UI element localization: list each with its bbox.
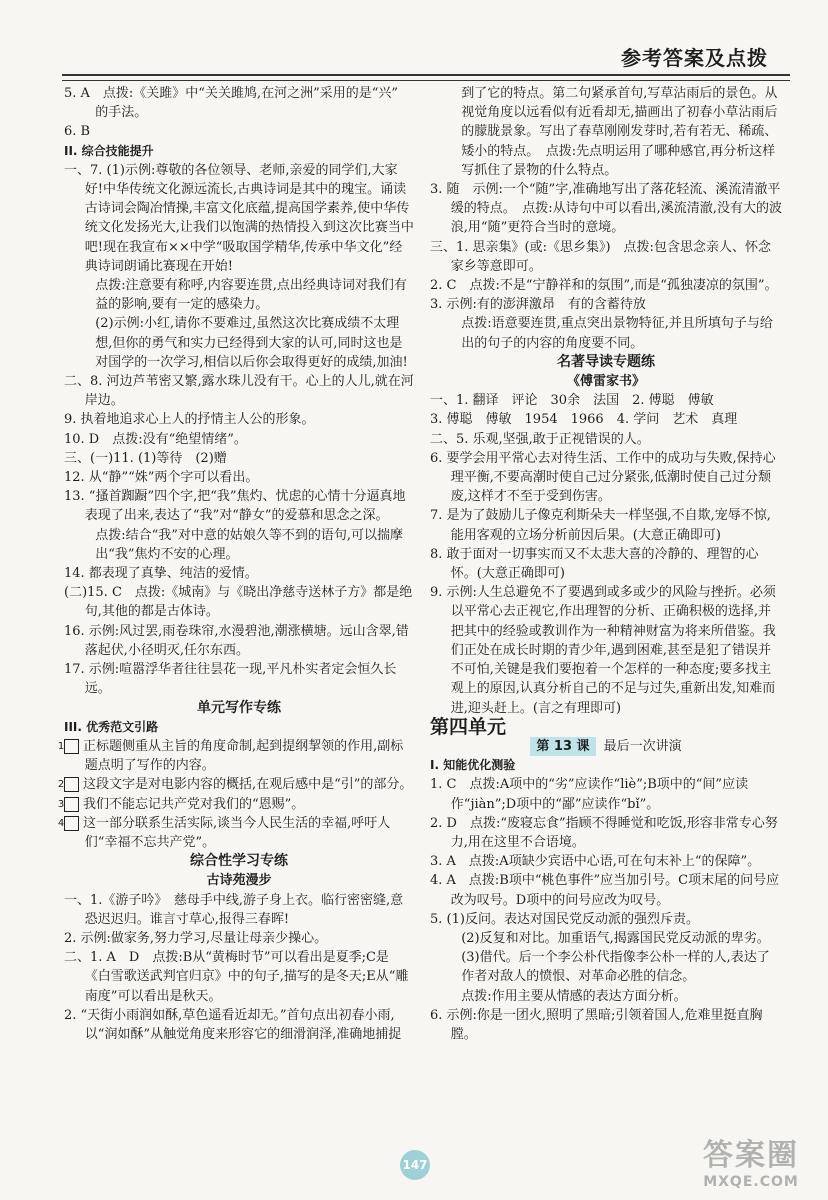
essay-note-2: 2 这段文字是对电影内容的概括,在观后感中是“引”的部分。: [57, 777, 413, 793]
answer-7-note: 点拨:注意要有称呼,内容要连贯,点出经典诗词对我们有益的影响,要有一定的感染力。: [95, 278, 407, 313]
book-answer-1-2: 一、1. 翻译 评论 30余 法国 2. 傅聪 傅敏: [430, 393, 714, 409]
watermark-brand: 答案圈: [703, 1138, 799, 1173]
book-answer-5: 二、5. 乐观,坚强,敢于正视错误的人。: [430, 431, 650, 447]
subtitle-book: 《傅雷家书》: [566, 374, 645, 390]
answer-5: 5. A 点拨:《关雎》中“关关雎鸠,在河之洲”采用的是“兴”: [64, 86, 399, 101]
book-answer-8: 8. 敢于面对一切事实而又不太悲大喜的冷静的、理智的心怀。(大意正确即可): [430, 546, 759, 582]
site-watermark: [686, 1130, 816, 1192]
lesson-number-badge: 第 13 课: [530, 737, 595, 756]
poetry-answer-2: 2. 示例:做家务,努力学习,尽量让母亲少操心。: [64, 930, 328, 946]
poetry-answer-part3-1: 三、1. 思亲集》(或:《思乡集》) 点拨:包含思念亲人、怀念家乡等意即可。: [430, 239, 771, 274]
boxed-number-2: 2: [64, 777, 79, 792]
page-header-title: 参考答案及点拨: [621, 46, 768, 70]
answer-16: 16. 示例:风过罢,雨卷珠帘,水漫碧池,潮涨横塘。远山含翠,错落起伏,小径明灭,任尔东西。: [64, 623, 409, 658]
answer-6: 6. B: [64, 124, 91, 140]
subtitle-poetry: 古诗苑漫步: [206, 873, 272, 889]
lesson-answer-2: 2. D 点拨:“废寝忘食”指顾不得睡觉和吃饭,形容非常专心努力,用在这里不合语境。: [430, 815, 778, 850]
section-heading-model-essay: III. 优秀范文引路: [64, 719, 159, 734]
lesson-answer-1: 1. C 点拨:A项中的“劣”应读作“liè”;B项中的“间”应读作“jiàn”;D项中的“鄙”应读作“bǐ”。: [430, 777, 749, 812]
page-number-badge: 147: [400, 1150, 430, 1180]
answer-7-1: 一、7. (1)示例:尊敬的各位领导、老师,亲爱的同学们,大家好!中华传统文化源远流长,古典诗词是其中的瑰宝。诵读古诗词会陶冶情操,丰富文化底蕴,提高国学素养,使中华传统文化发扬光大,让我们以饱满的热情投入到这次比赛当中吧!现在我宣布××中学“吸取国学精华,传承中华文化”经典诗词朗诵比赛现在开始!: [64, 162, 414, 274]
lesson-answer-5-note: 点拨:作用主要从情感的表达方面分析。: [461, 988, 687, 1004]
answer-13: 13. “搔首踟蹰”四个字,把“我”焦灼、忧虑的心情十分逼真地表现了出来,表达了“我”对“静女”的爱慕和思念之深。: [64, 489, 406, 524]
section-heading-practice: I. 知能优化测验: [430, 758, 516, 773]
poetry-answer-3: 二、1. A D 点拨:B从“黄梅时节”可以看出是夏季;C是《白雪歌送武判官归京》中的句子,描写的是冬天;E从“雕南度”可以看出是秋天。: [64, 950, 409, 1004]
answer-9: 9. 执着地追求心上人的抒情主人公的形象。: [64, 412, 315, 428]
boxed-number-1: 1: [64, 739, 79, 754]
answer-8: 二、8. 河边芦苇密又繁,露水珠儿没有干。心上的人儿,就在河岸边。: [64, 374, 414, 409]
lesson-heading: [430, 737, 782, 756]
lesson-answer-6: 6. 示例:你是一团火,照明了黑暗;引领着国人,危难里挺直胸膛。: [430, 1007, 763, 1042]
answer-17: 17. 示例:喧嚣浮华者往往昙花一现,平凡朴实者定会恒久长远。: [64, 662, 397, 697]
poetry-answer-4-cont: 到了它的特点。第二句紧承首句,写草沾雨后的景色。从视觉角度以远看似有近看却无,描画出了初春小草沾雨后的朦胧景象。写出了春草刚刚发芽时,若有若无、稀疏、矮小的特点。 点拨:先点明运用了哪种感官,再分析这样写抓住了景物的什么特点。: [461, 86, 778, 178]
lesson-answer-5-1: 5. (1)反问。表达对国民党反动派的强烈斥责。: [430, 911, 699, 927]
answer-10: 10. D 点拨:没有“绝望情绪”。: [64, 431, 247, 447]
poetry-answer-3b: 3. 随 示例:一个“随”字,准确地写出了落花轻流、溪流清澈平缓的特点。 点拨:从诗句中可以看出,溪流清澈,没有大的波浪,用“随”更符合当时的意境。: [430, 182, 782, 236]
essay-note-1: 1 正标题侧重从主旨的角度命制,起到提纲挈领的作用,副标题点明了写作的内容。: [57, 738, 404, 774]
lesson-answer-5-3: (3)借代。后一个李公朴代指像李公朴一样的人,表达了作者对敌人的愤恨、对革命必胜的信念。: [461, 950, 770, 985]
answer-5-cont: 的手法。: [95, 105, 148, 121]
left-column: [57, 84, 414, 1044]
poetry-answer-1: 一、1.《游子吟》 慈母手中线,游子身上衣。临行密密缝,意恐迟迟归。谁言寸草心,报得三春晖!: [64, 892, 404, 927]
poetry-answer-part3-2: 2. C 点拨:不是“宁静祥和的氛围”,而是“孤独凄凉的氛围”。: [430, 278, 778, 294]
title-comprehensive-study: 综合性学习专练: [190, 853, 288, 870]
unit-four-heading: 第四单元: [430, 715, 507, 738]
title-unit-writing: 单元写作专练: [197, 699, 281, 716]
watermark-url: MXQE.COM: [703, 1174, 799, 1190]
essay-note-4: 4 这一部分联系生活实际,谈当今人民生活的幸福,呼吁人们“幸福不忘共产党”。: [57, 815, 391, 850]
right-column: [430, 84, 782, 1044]
answer-13-note: 点拨:结合“我”对中意的姑娘久等不到的语句,可以揣摩出“我”焦灼不安的心理。: [95, 527, 403, 562]
section-heading-skills: II. 综合技能提升: [64, 143, 154, 158]
answer-15: (二)15. C 点拨:《城南》与《晓出净慈寺送林子方》都是绝句,其他的都是古体诗。: [64, 585, 413, 620]
poetry-answer-4: 2. “天街小雨润如酥,草色遥看近却无。”首句点出初春小雨,以“润如酥”从触觉角度来形容它的细滑润泽,准确地捕捉: [64, 1007, 402, 1042]
lesson-title: 最后一次讲演: [603, 738, 682, 754]
lesson-answer-4: 4. A 点拨:B项中“桃色事件”应当加引号。C项末尾的问号应改为叹号。D项中的问号应改为叹号。: [430, 873, 780, 908]
essay-note-3: 3 我们不能忘记共产党对我们的“恩赐”。: [57, 796, 305, 812]
answer-7-2: (2)示例:小红,请你不要难过,虽然这次比赛成绩不太理想,但你的勇气和实力已经得到大家的认可,同时这也是对国学的一次学习,相信以后你会取得更好的成绩,加油!: [95, 316, 408, 370]
answer-14: 14. 都表现了真挚、纯洁的爱情。: [64, 566, 258, 582]
title-classics-reading: 名著导读专题练: [557, 353, 655, 370]
answer-11: 三、(一)11. (1)等待 (2)赠: [64, 450, 227, 466]
book-answer-9: 9. 示例:人生总避免不了要遇到或多或少的风险与挫折。必须以平常心去正视它,作出理智的分析、正确积极的选择,并把其中的经验或教训作为一种精神财富为将来所借鉴。我们正处在成长时期的青少年,遇到困难,甚至是犯了错误并不可怕,关键是我们要抱着一个怎样的一种态度;要多找主观上的原因,认真分析自己的不足与过失,重新出发,知难而进,迎头赶上。(言之有理即可): [430, 585, 776, 716]
lesson-answer-3: 3. A 点拨:A项缺少宾语中心语,可在句末补上“的保障”。: [430, 854, 761, 870]
answer-12: 12. 从“静”“姝”两个字可以看出。: [64, 470, 259, 486]
poetry-answer-part3-note: 点拨:语意要连贯,重点突出景物特征,并且所填句子与给出的句子的内容的角度要不同。: [461, 316, 773, 351]
boxed-number-3: 3: [64, 797, 79, 812]
header-divider: [62, 74, 790, 81]
book-answer-3-4: 3. 傅聪 傅敏 1954 1966 4. 学问 艺术 真理: [430, 412, 738, 428]
boxed-number-4: 4: [64, 816, 79, 831]
book-answer-6: 6. 要学会用平常心去对待生活、工作中的成功与失败,保持心理平衡,不要高潮时使自己过分紧张,低潮时使自己过分颓废,这样才不至于受到伤害。: [430, 450, 776, 505]
poetry-answer-part3-3: 3. 示例:有的澎湃激昂 有的含蓄待放: [430, 297, 646, 313]
book-answer-7: 7. 是为了鼓励儿子像克利斯朵夫一样坚强,不自欺,宠辱不惊,能用客观的立场分析前因后果。(大意正确即可): [430, 508, 771, 543]
lesson-answer-5-2: (2)反复和对比。加重语气,揭露国民党反动派的卑劣。: [461, 930, 770, 946]
